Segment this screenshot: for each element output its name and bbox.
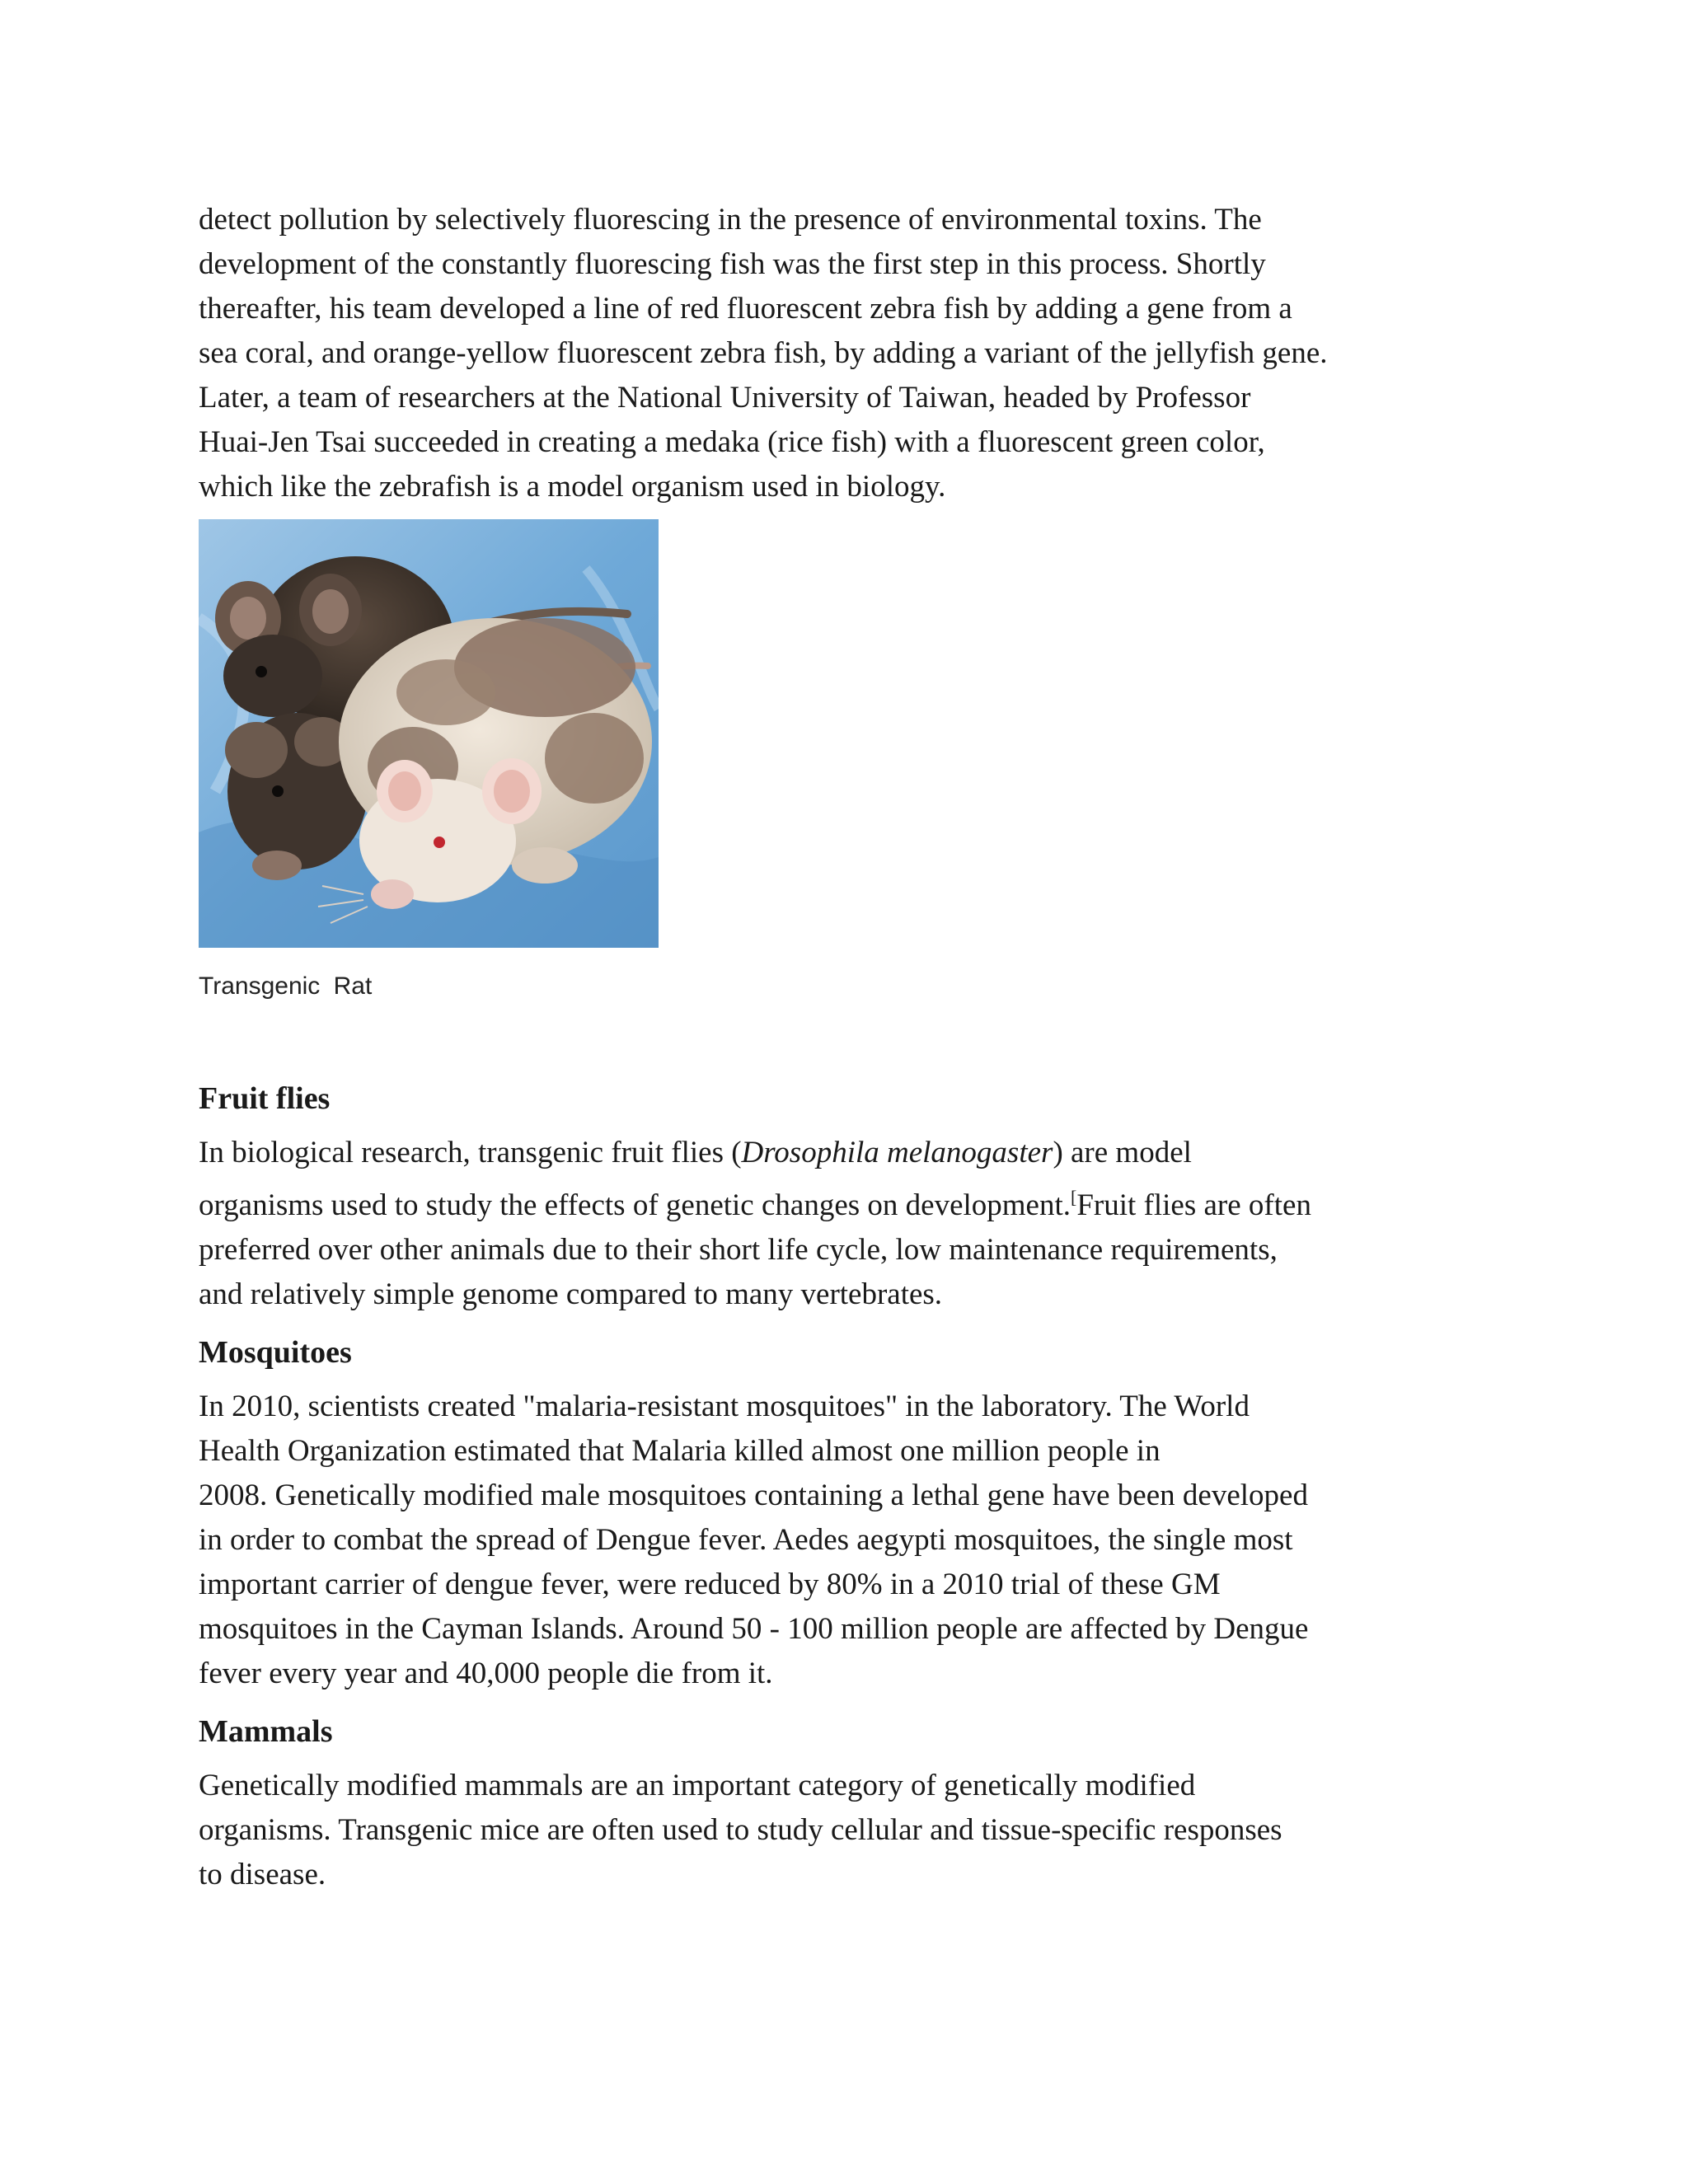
heading-fruit-flies: Fruit flies [199,1081,331,1116]
transgenic-rat-photo [199,519,659,948]
fruit-flies-line [199,1175,1517,1228]
text-run: ) are model [1053,1136,1192,1169]
text-run: Fruit flies are often [1076,1188,1311,1222]
intro-line: detect pollution by selectively fluorescing in the presence of environmental toxins. The [199,203,1262,237]
fruit-flies-line: and relatively simple genome compared to many vertebrates. [199,1277,943,1311]
mammals-line: organisms. Transgenic mice are often used to study cellular and tissue-specific responses [199,1813,1282,1847]
mosquitoes-line: In 2010, scientists created "malaria-resistant mosquitoes" in the laboratory. The World [199,1390,1250,1423]
mammals-line: Genetically modified mammals are an important category of genetically modified [199,1769,1196,1802]
mosquitoes-line: important carrier of dengue fever, were reduced by 80% in a 2010 trial of these GM [199,1568,1221,1601]
intro-line: thereafter, his team developed a line of red fluorescent zebra fish by adding a gene from a [199,292,1292,326]
intro-line: Huai-Jen Tsai succeeded in creating a medaka (rice fish) with a fluorescent green color, [199,425,1265,459]
heading-mosquitoes: Mosquitoes [199,1335,352,1370]
mosquitoes-line: 2008. Genetically modified male mosquitoes containing a lethal gene have been developed [199,1479,1308,1512]
intro-line: which like the zebrafish is a model organism used in biology. [199,470,946,504]
citation-bracket: [ [1071,1187,1077,1207]
mosquitoes-line: Health Organization estimated that Malaria killed almost one million people in [199,1434,1160,1468]
rat-illustration [199,519,659,948]
figure-caption: Transgenic Rat [199,972,373,1000]
mosquitoes-line: in order to combat the spread of Dengue fever. Aedes aegypti mosquitoes, the single most [199,1523,1293,1557]
fruit-flies-line: preferred over other animals due to their short life cycle, low maintenance requirements, [199,1233,1278,1267]
species-name: Drosophila melanogaster [741,1136,1053,1169]
intro-line: Later, a team of researchers at the National University of Taiwan, headed by Professor [199,381,1251,415]
mosquitoes-line: mosquitoes in the Cayman Islands. Around 50 - 100 million people are affected by Dengue [199,1612,1309,1646]
intro-line: sea coral, and orange-yellow fluorescent zebra fish, by adding a variant of the jellyfish gene. [199,336,1328,370]
mammals-line: to disease. [199,1858,326,1891]
text-run: organisms used to study the effects of genetic changes on development. [199,1188,1071,1222]
heading-mammals: Mammals [199,1714,333,1749]
text-run: In biological research, transgenic fruit flies ( [199,1136,742,1169]
mosquitoes-line: fever every year and 40,000 people die from it. [199,1657,773,1690]
mammals-paragraph [199,1764,1517,1897]
fruit-flies-paragraph [199,1131,1517,1317]
mosquitoes-paragraph [199,1385,1517,1696]
page-content [199,198,1517,1897]
fruit-flies-line [199,1131,1517,1175]
intro-paragraph [199,198,1517,509]
intro-line: development of the constantly fluorescing fish was the first step in this process. Shortly [199,247,1266,281]
